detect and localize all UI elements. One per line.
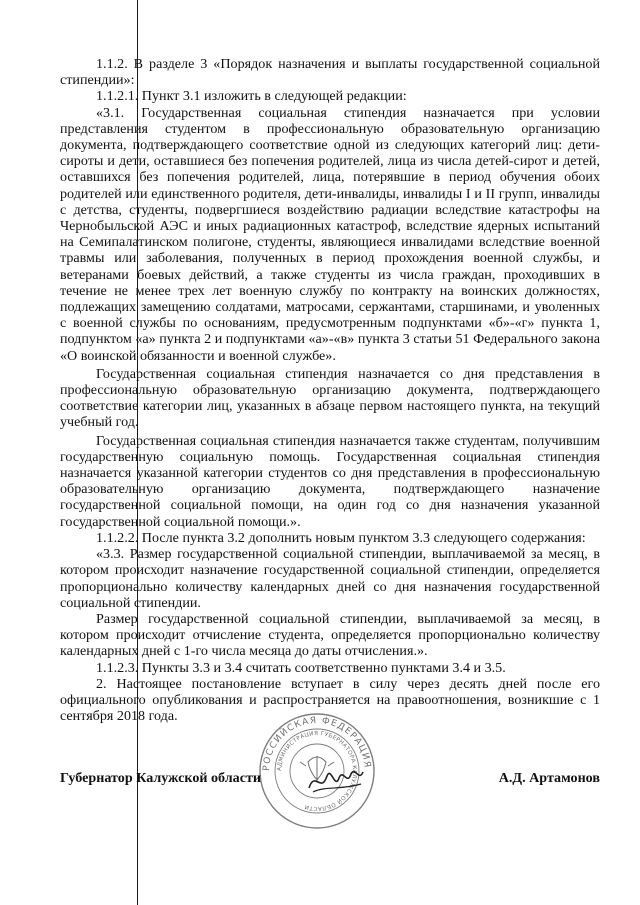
paragraph-3-1: «3.1. Государственная социальная стипендия назначается при условии представления студентом в профессиональную образовательную организацию документа, подтверждающего соответствие одной из следующих категорий лиц: дети-сироты и дети, оставшиеся без попечения родителей, лица из числа детей-сирот и детей, оставшихся без попечения родителей, лица, потерявшие в период обучения обоих родителей или единственного родителя, дети-инвалиды, инвалиды I и II групп, инвалиды с детства, студенты, подвергшиеся воздействию радиации вследствие катастрофы на Чернобыльской АЭС и иных радиационных катастроф, вследствие ядерных испытаний на Семипалатинском полигоне, студенты, являющиеся инвалидами вследствие военной травмы или заболевания, полученных в период прохождения военной службы, и ветеранами боевых действий, а также студенты из числа граждан, проходивших в течение не менее трех лет военную службу по контракту на воинских должностях, подлежащих замещению солдатами, матросами, сержантами, старшинами, и уволенных с военной службы по основаниям, предусмотренным подпунктами «б»-«г» пункта 1, подпунктом «а» пункта 2 и подпунктами «а»-«в» пункта 3 статьи 51 Федерального закона «О воинской обязанности и военной службе». <box>60 104 600 364</box>
seal-inner-text: АДМИНИСТРАЦИЯ ГУБЕРНАТОРА КАЛУЖСКОЙ ОБЛАСТИ <box>276 730 358 812</box>
paragraph-1-1-2-2: 1.1.2.2. После пункта 3.2 дополнить новым пунктом 3.3 следующего содержания: <box>96 529 586 546</box>
paragraph-1-1-2: 1.1.2. В разделе 3 «Порядок назначения и выплаты государственной социальной стипендии»: <box>60 56 600 89</box>
paragraph-3-3: «3.3. Размер государственной социальной стипендии, выплачиваемой за месяц, в котором происходит назначение государственной социальной стипендии, определяется пропорционально количеству календарных дней со дня назначения государственной социальной стипендии. <box>60 546 600 611</box>
paragraph-1-1-2-3: 1.1.2.3. Пункты 3.3 и 3.4 считать соответственно пунктами 3.4 и 3.5. <box>96 659 506 676</box>
seal-outer-text: РОССИЙСКАЯ ФЕДЕРАЦИЯ <box>261 715 373 772</box>
paragraph-3-3-second: Размер государственной социальной стипендии, выплачиваемой за месяц, в котором происходит отчисление студента, определяется пропорционально количеству календарных дней с 1-го числа месяца до даты отчисления.». <box>60 610 600 660</box>
paragraph-3-1-second: Государственная социальная стипендия назначается со дня представления в профессиональную образовательную организацию документа, подтверждающего соответствие категории лиц, указанных в абзаце первом настоящего пункта, на текущий учебный год. <box>60 365 600 431</box>
signature-block <box>60 770 600 790</box>
paragraph-1-1-2-1: 1.1.2.1. Пункт 3.1 изложить в следующей редакции: <box>96 88 407 105</box>
signatory-position: Губернатор Калужской области <box>60 770 262 786</box>
signatory-name: А.Д. Артамонов <box>498 770 600 786</box>
document-body <box>60 56 600 724</box>
paragraph-2: 2. Настоящее постановление вступает в силу через десять дней после его официального опубликования и распространяется на правоотношения, возникшие с 1 сентября 2018 года. <box>60 675 600 725</box>
paragraph-3-1-third: Государственная социальная стипендия назначается также студентам, получившим государственную социальную помощь. Государственная социальная стипендия назначается указанной категории студентов со дня представления в профессиональную образовательную организацию документа, подтверждающего назначение государственной социальной помощи, на один год со дня назначения указанной государственной социальной помощи.». <box>60 432 600 530</box>
